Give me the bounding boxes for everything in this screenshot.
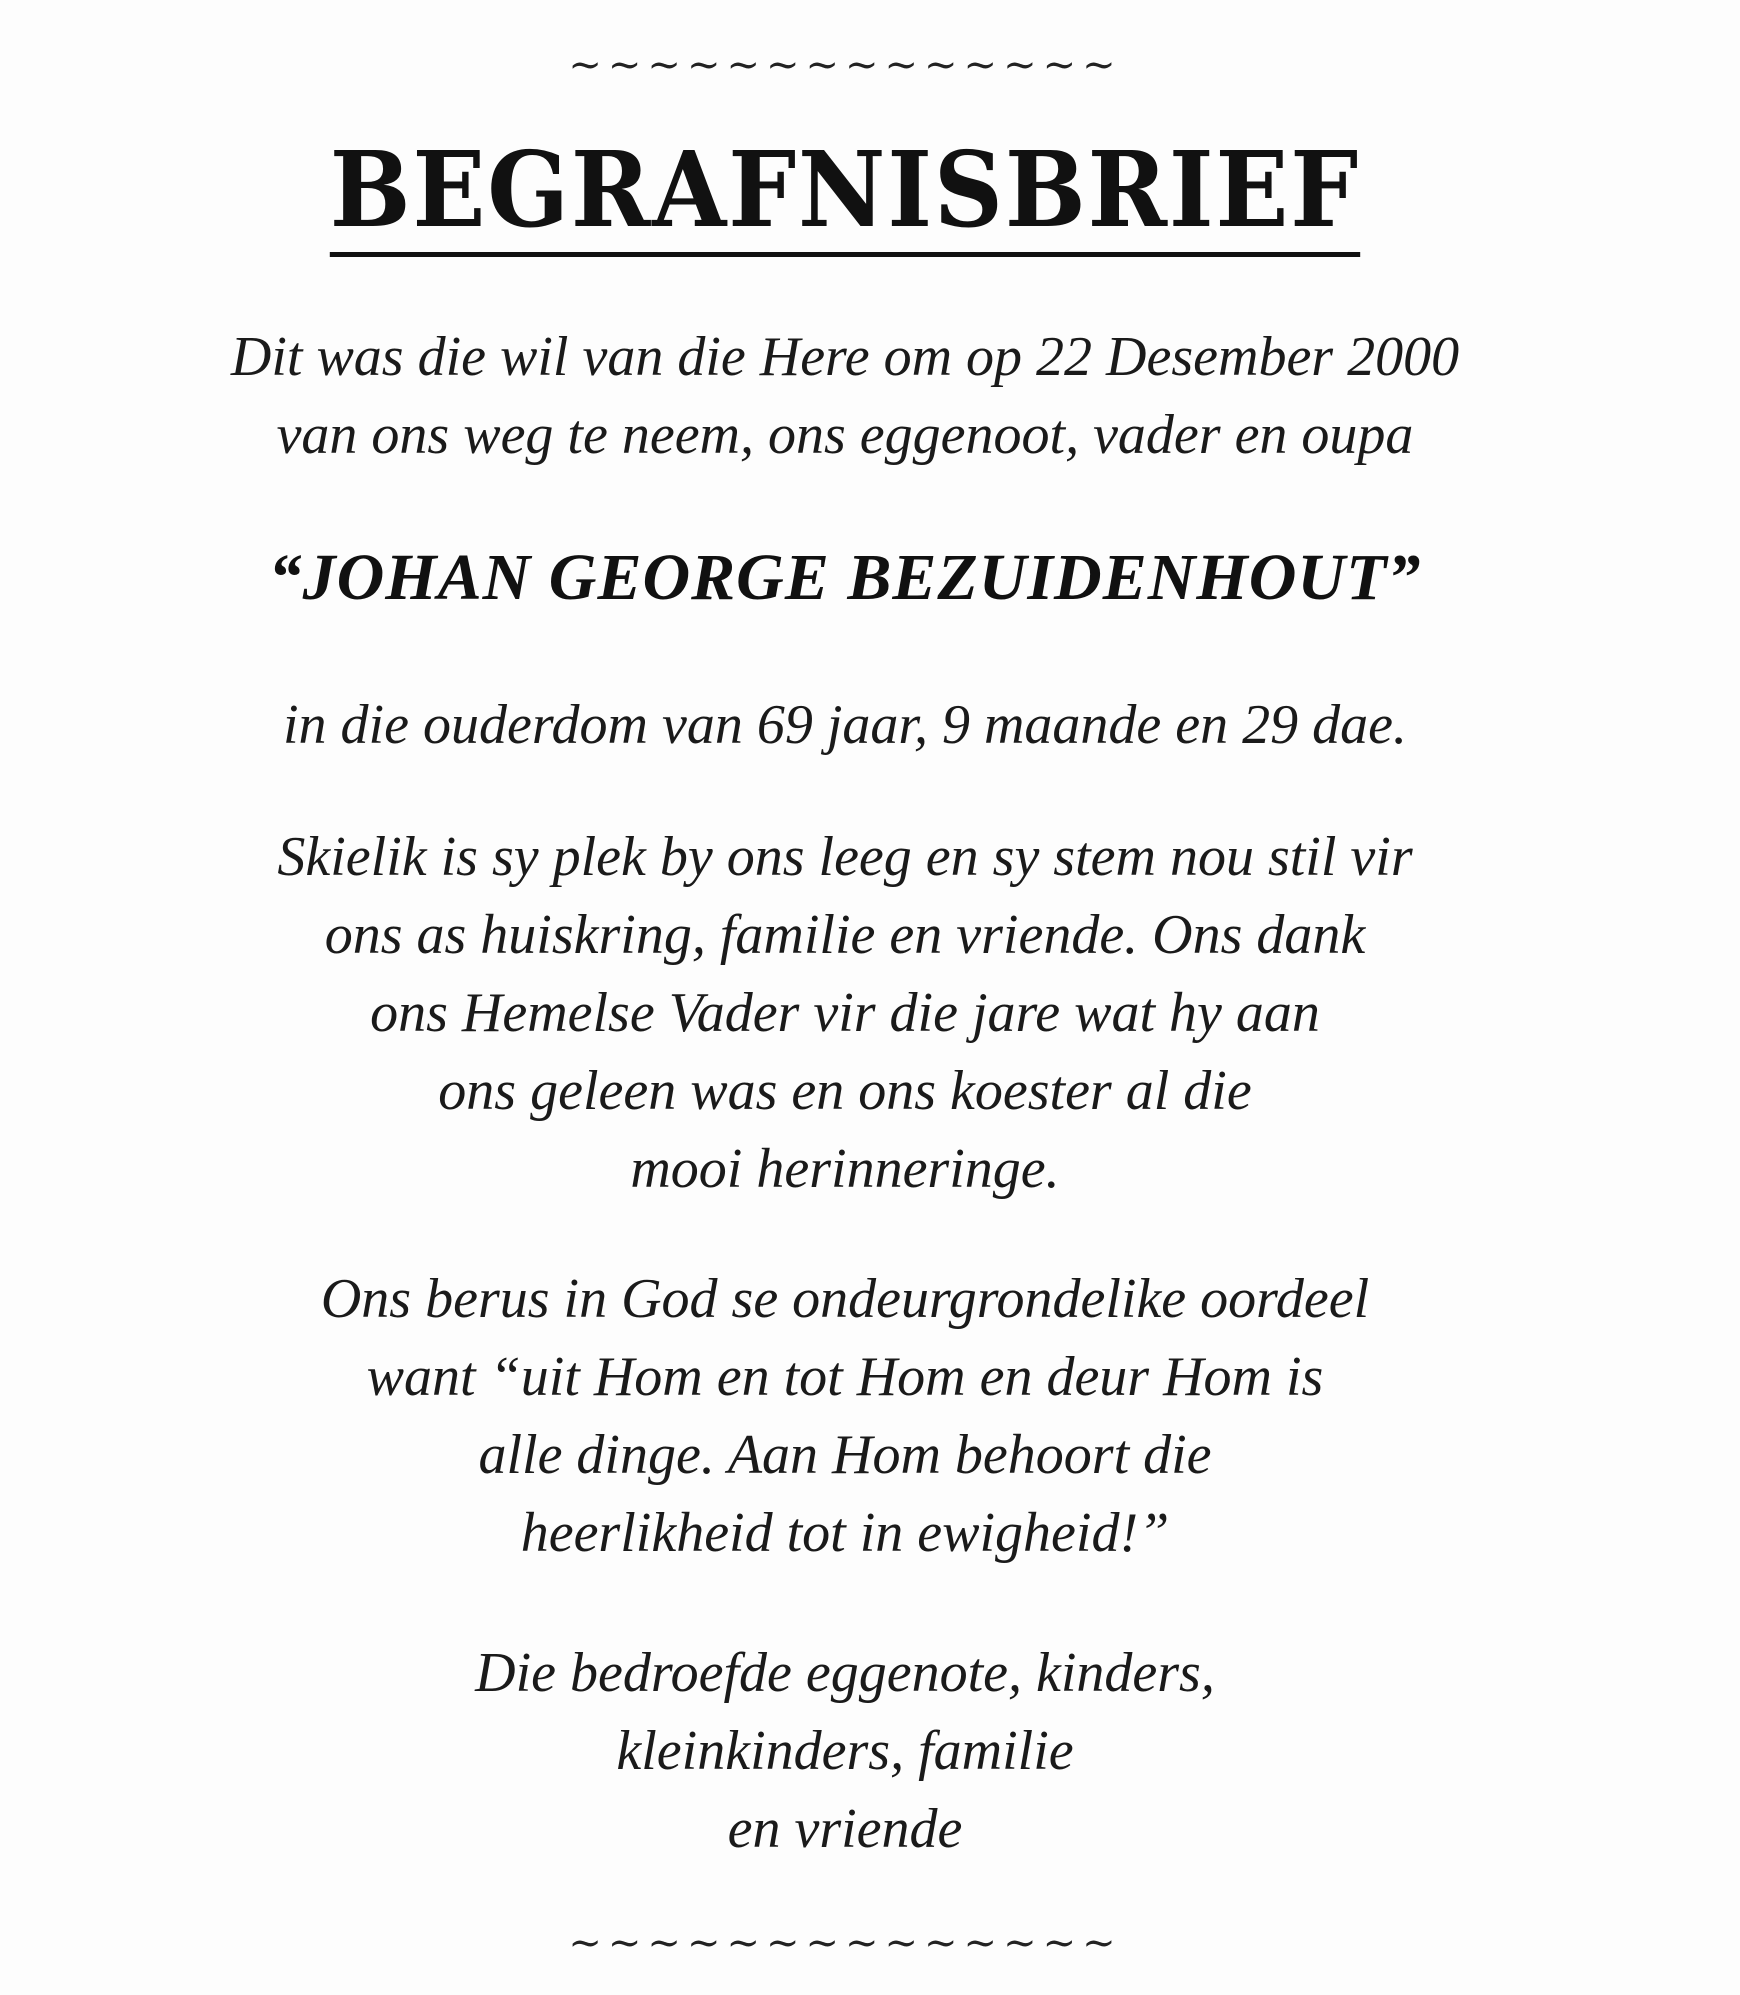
- intro-line: van ons weg te neem, ons eggenoot, vader en oupa: [276, 404, 1414, 466]
- age-text: in die ouderdom van 69 jaar, 9 maande en 29 dae.: [283, 694, 1407, 756]
- scripture-paragraph: [0, 1260, 1690, 1572]
- scripture-line: Ons berus in God se ondeurgrondelike oordeel: [320, 1268, 1370, 1330]
- closing-line: Die bedroefde eggenote, kinders,: [475, 1642, 1215, 1704]
- memorial-line: Skielik is sy plek by ons leeg en sy stem nou stil vir: [277, 826, 1413, 888]
- memorial-line: mooi herinneringe.: [630, 1138, 1060, 1200]
- scripture-line: want “uit Hom en tot Hom en deur Hom is: [366, 1346, 1324, 1408]
- memorial-line: ons as huiskring, familie en vriende. Ons dank: [324, 904, 1366, 966]
- document-title-text: BEGRAFNISBRIEF: [330, 138, 1360, 257]
- scripture-line: alle dinge. Aan Hom behoort die: [478, 1424, 1212, 1486]
- document-title: [0, 128, 1690, 257]
- memorial-line: ons Hemelse Vader vir die jare wat hy aan: [370, 982, 1320, 1044]
- closing-line: en vriende: [727, 1798, 963, 1860]
- scripture-line: heerlikheid tot in ewigheid!”: [520, 1502, 1170, 1564]
- closing-line: kleinkinders, familie: [616, 1720, 1074, 1782]
- closing-signature: [0, 1634, 1690, 1868]
- bottom-ornament: ~~~~~~~~~~~~~~: [568, 1920, 1122, 1966]
- top-ornament: ~~~~~~~~~~~~~~: [568, 42, 1122, 88]
- deceased-name: “JOHAN GEORGE BEZUIDENHOUT”: [268, 541, 1422, 614]
- intro-paragraph: [0, 318, 1690, 474]
- intro-line: Dit was die wil van die Here om op 22 Desember 2000: [230, 326, 1460, 388]
- memorial-paragraph: [0, 818, 1690, 1208]
- age-line: [0, 686, 1690, 764]
- memorial-line: ons geleen was en ons koester al die: [438, 1060, 1252, 1122]
